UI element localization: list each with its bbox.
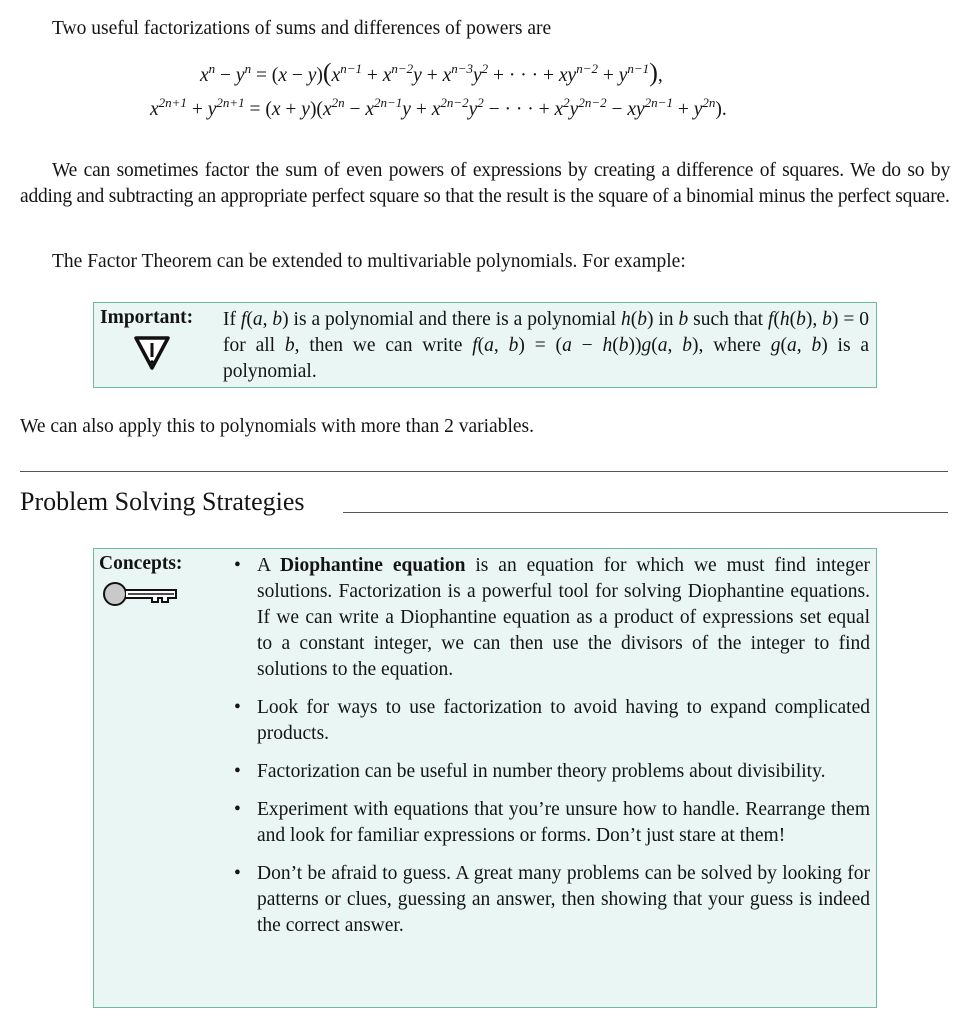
paragraph-even-powers: We can sometimes factor the sum of even powers of expressions by creating a difference of squares. We do so by adding and subtracting an appropriate perfect square so that the result is the square of a binomial minus the perfect square. <box>20 160 950 207</box>
section-heading: Problem Solving Strategies <box>20 487 305 516</box>
bullet-icon: • <box>234 555 241 576</box>
equation-difference-of-powers: $x^n - y^n = (x - y)(x^{n-1} + x^{n-2}y + x^{n-3}y^2$ + · · · + $xy^{n-2} + y^{n-1}$), <box>200 58 663 87</box>
paragraph-factor-theorem: The Factor Theorem can be extended to multivariable polynomials. For example: <box>52 251 686 272</box>
equation-sum-of-odd-powers: $x^{2n+1} + y^{2n+1} = (x + y)(x^{2n} - x^{2n-1}y + x^{2n-2}y^2$ − · · · + $x^2y^{2n-2} - xy^{2n-1} + y^{2n}$). <box>150 95 727 120</box>
concept-term: Diophantine equation <box>279 555 466 576</box>
bullet-icon: • <box>234 697 241 718</box>
concept-text-post: is an equation for which we must find integer solutions. Factorization is a powerful tool for solving Diophantine equations. If we can write a Diophantine equation as a product of expressions set equal to a constant integer, we can then use the divisors of the integer to find solutions to the equation. <box>257 555 870 680</box>
paragraph-more-variables: We can also apply this to polynomials with more than 2 variables. <box>20 416 534 437</box>
warning-triangle-icon <box>132 333 172 373</box>
concepts-list <box>234 553 870 951</box>
concept-item <box>234 861 870 939</box>
bullet-icon: • <box>234 761 241 782</box>
concept-text-pre: A <box>257 555 280 576</box>
bullet-icon: • <box>234 799 241 820</box>
concept-text: Experiment with equations that you’re unsure how to handle. Rearrange them and look for familiar expressions or forms. Don’t just stare at them! <box>257 799 870 846</box>
concept-item <box>234 759 870 785</box>
section-divider <box>20 471 948 472</box>
concept-text: Don’t be afraid to guess. A great many problems can be solved by looking for patterns or clues, guessing an answer, then showing that your guess is indeed the correct answer. <box>257 863 870 936</box>
concept-item <box>234 797 870 849</box>
bullet-icon: • <box>234 863 241 884</box>
heading-rule <box>343 512 948 513</box>
intro-text: Two useful factorizations of sums and differences of powers are <box>52 18 552 39</box>
key-icon <box>102 581 178 607</box>
concepts-label: Concepts: <box>99 553 183 574</box>
important-label: Important: <box>100 307 194 328</box>
important-box <box>93 302 877 388</box>
concept-text: Look for ways to use factorization to avoid having to expand complicated products. <box>257 697 870 744</box>
concepts-box <box>93 548 877 1008</box>
concept-item <box>234 553 870 683</box>
important-text: If f(a, b) is a polynomial and there is a polynomial h(b) in b such that f(h(b), b) = 0 for all b, then we can write f(a, b) = (a − h(b))g(a, b), where g(a, b) is a polynomial. <box>223 309 870 382</box>
concept-item <box>234 695 870 747</box>
concept-text: Factorization can be useful in number theory problems about divisibility. <box>257 761 826 782</box>
